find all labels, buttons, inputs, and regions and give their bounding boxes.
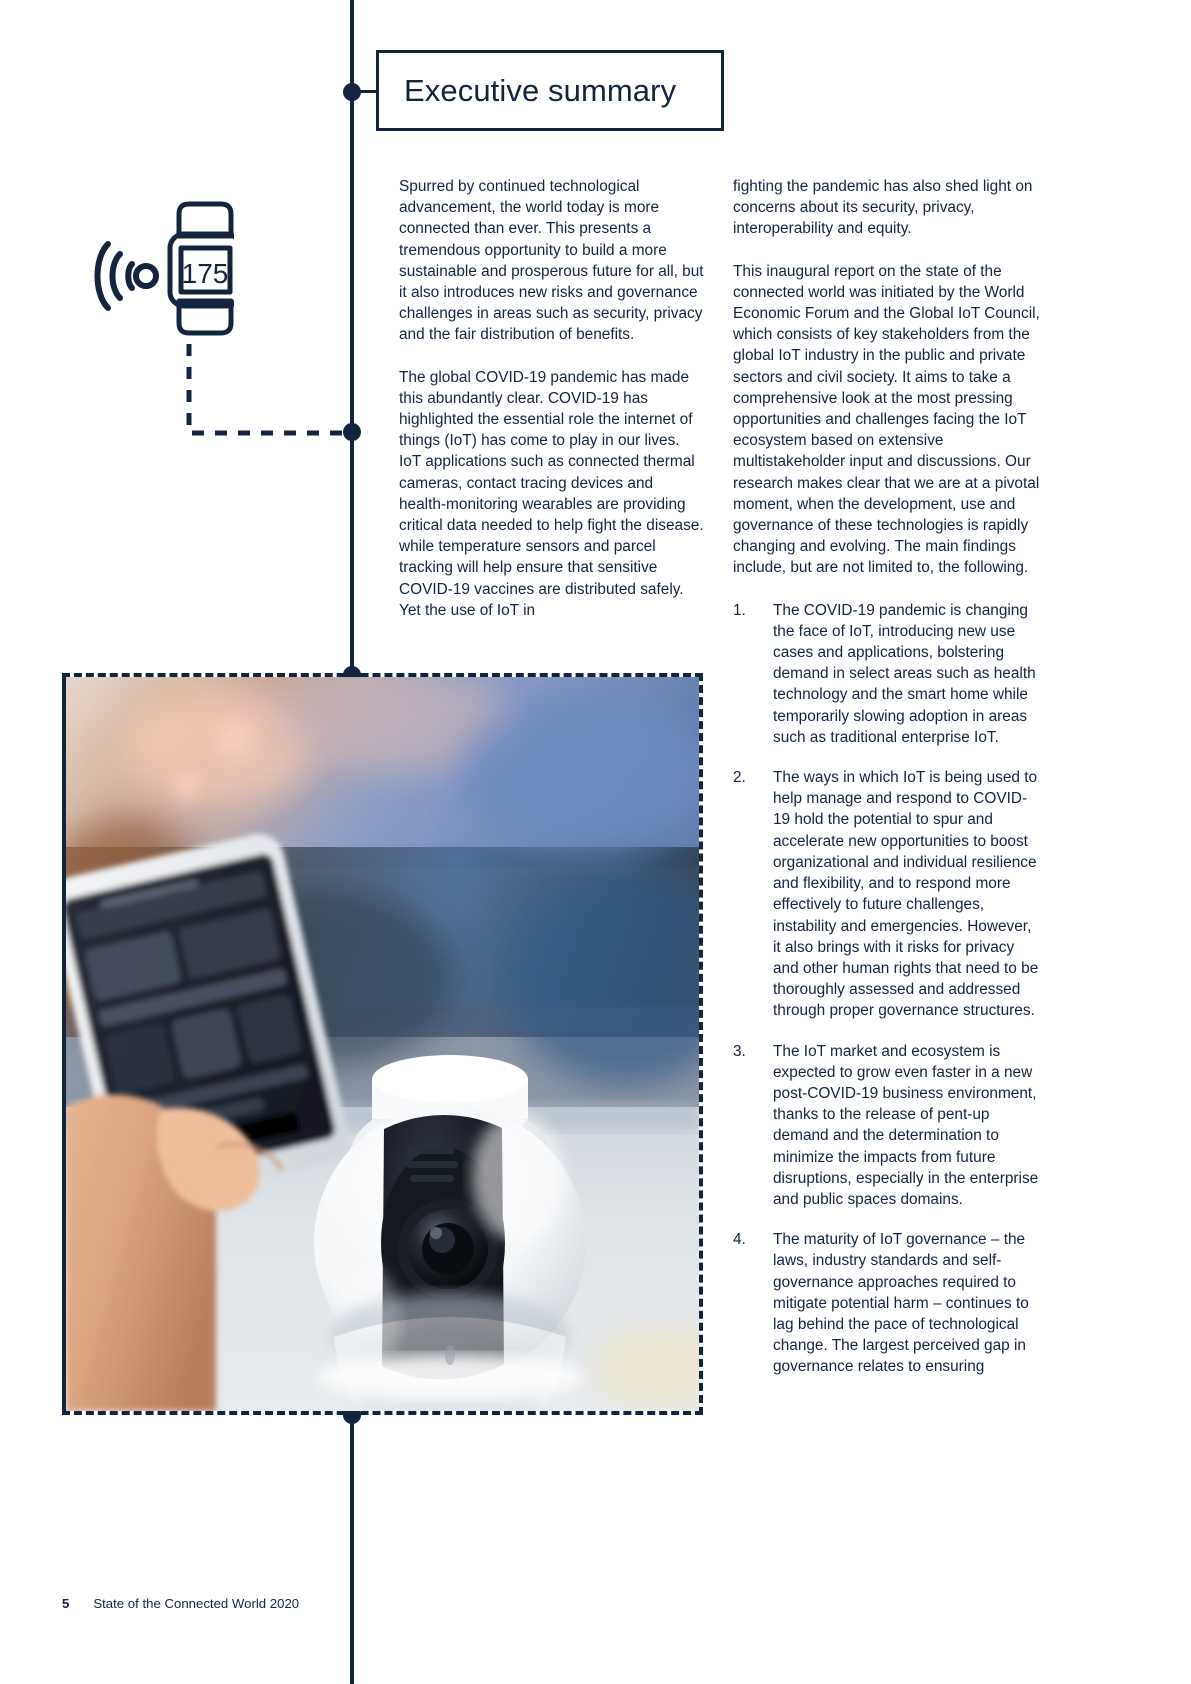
iot-security-camera-photo bbox=[62, 673, 703, 1415]
smartwatch-icon bbox=[86, 196, 234, 341]
list-item-number: 2. bbox=[733, 769, 746, 787]
list-item bbox=[733, 1229, 1040, 1377]
list-item-number: 1. bbox=[733, 601, 746, 619]
list-item bbox=[733, 600, 1040, 748]
page-footer bbox=[62, 1596, 299, 1611]
list-item-text: The IoT market and ecosystem is expected to grow even faster in a new post-COVID-19 business environment, thanks to the release of pent-up demand and the determination to minimize the impacts from future disruptions, especially in the enterprise and public spaces domains. bbox=[773, 1042, 1039, 1208]
watch-value: 175 bbox=[181, 258, 229, 289]
list-item bbox=[733, 767, 1040, 1021]
paragraph: Spurred by continued technological advancement, the world today is more connected than ever. This presents a tremendous opportunity to build a more sustainable and prosperous future for all, but it also introduces new risks and governance challenges in areas such as security, privacy and the fair distribution of benefits. bbox=[399, 178, 704, 344]
left-text-column bbox=[399, 176, 704, 642]
page-number: 5 bbox=[62, 1596, 70, 1611]
paragraph: fighting the pandemic has also shed light on concerns about its security, privacy, interoperability and equity. bbox=[733, 178, 1033, 238]
page-title: Executive summary bbox=[404, 72, 677, 108]
section-title-box bbox=[376, 50, 724, 131]
paragraph: The global COVID-19 pandemic has made this abundantly clear. COVID-19 has highlighted the essential role the internet of things (IoT) has come to play in our lives. IoT applications such as connected thermal cameras, contact tracing devices and health-monitoring wearables are providing critical data needed to help fight the disease. while temperature sensors and parcel tracking will help ensure that sensitive COVID-19 vaccines are distributed safely. Yet the use of IoT in bbox=[399, 368, 704, 619]
key-findings-list bbox=[733, 600, 1040, 1378]
document-title: State of the Connected World 2020 bbox=[93, 1596, 300, 1611]
photo-canvas bbox=[66, 677, 699, 1411]
timeline-connector-title bbox=[352, 90, 378, 93]
paragraph: This inaugural report on the state of the connected world was initiated by the World Economic Forum and the Global IoT Council, which consists of key stakeholders from the global IoT industry in the public and private sectors and civil society. It aims to take a comprehensive look at the most pressing opportunities and challenges facing the IoT ecosystem based on extensive multistakeholder input and discussions. Our research makes clear that we are at a pivotal moment, when the development, use and governance of these technologies is rapidly changing and evolving. The main findings include, but are not limited to, the following. bbox=[733, 262, 1040, 577]
watch-dashed-connector bbox=[186, 344, 356, 436]
list-item-number: 3. bbox=[733, 1042, 746, 1060]
right-text-column bbox=[733, 176, 1040, 1397]
list-item bbox=[733, 1041, 1040, 1211]
list-item-text: The COVID-19 pandemic is changing the face of IoT, introducing new use cases and applications, bolstering demand in select areas such as health technology and the smart home while temporarily slowing adoption in areas such as traditional enterprise IoT. bbox=[773, 601, 1036, 746]
list-item-text: The ways in which IoT is being used to help manage and respond to COVID-19 hold the potential to spur and accelerate new opportunities to boost organizational and individual resilience and flexibility, and to respond more effectively to future challenges, instability and emergencies. However, it also brings with it risks for privacy and other human rights that need to be thoroughly assessed and addressed through proper governance structures. bbox=[773, 769, 1039, 1020]
signal-source-dot bbox=[136, 266, 156, 286]
list-item-text: The maturity of IoT governance – the laws, industry standards and self-governance approaches required to mitigate potential harm – continues to lag behind the pace of technological change. The largest perceived gap in governance relates to ensuring bbox=[773, 1231, 1029, 1376]
list-item-number: 4. bbox=[733, 1231, 746, 1249]
